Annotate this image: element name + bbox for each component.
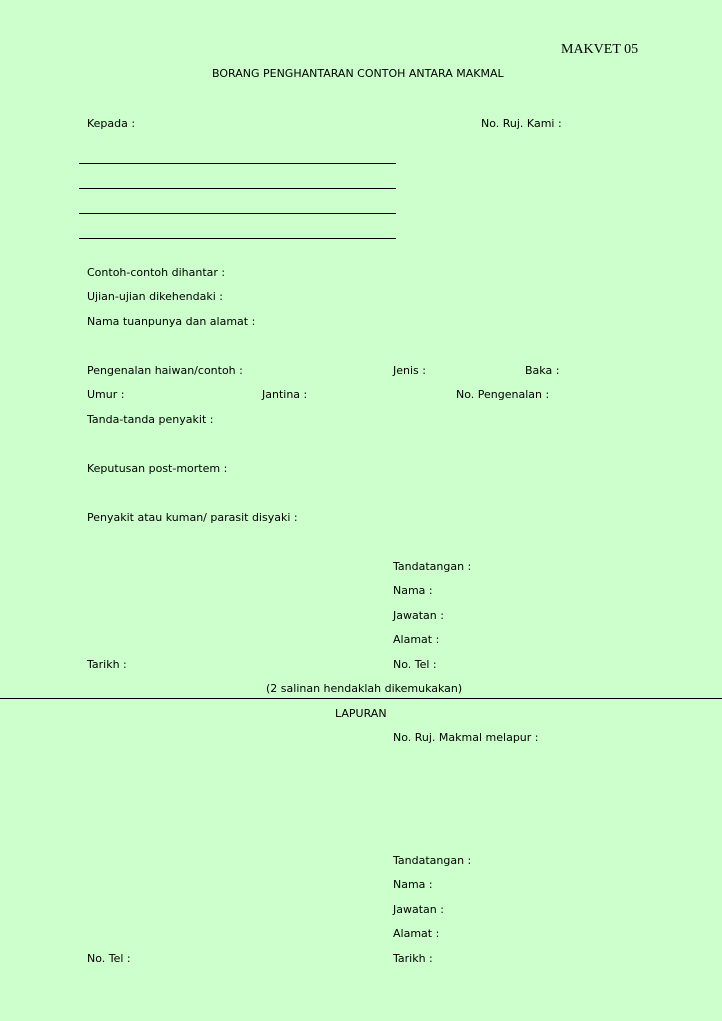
form-title: BORANG PENGHANTARAN CONTOH ANTARA MAKMAL <box>212 67 504 80</box>
suspected-label: Penyakit atau kuman/ parasit disyaki : <box>87 511 298 524</box>
form-code: MAKVET 05 <box>561 42 639 57</box>
tests-requested-label: Ujian-ujian dikehendaki : <box>87 290 223 303</box>
id-no-label: No. Pengenalan : <box>456 388 550 401</box>
report-address-label: Alamat : <box>393 927 440 940</box>
symptoms-label: Tanda-tanda penyakit : <box>87 413 214 426</box>
type-label: Jenis : <box>393 364 426 377</box>
postmortem-label: Keputusan post-mortem : <box>87 462 228 475</box>
samples-sent-label: Contoh-contoh dihantar : <box>87 266 226 279</box>
lab-ref-label: No. Ruj. Makmal melapur : <box>393 731 539 744</box>
address-line-1 <box>79 163 396 164</box>
position-label: Jawatan : <box>393 609 444 622</box>
section-divider <box>0 698 722 699</box>
animal-id-label: Pengenalan haiwan/contoh : <box>87 364 243 377</box>
address-line-4 <box>79 238 396 239</box>
our-ref-label: No. Ruj. Kami : <box>481 117 562 130</box>
signature-label: Tandatangan : <box>393 560 472 573</box>
owner-label: Nama tuanpunya dan alamat : <box>87 315 256 328</box>
report-name-label: Nama : <box>393 878 433 891</box>
report-position-label: Jawatan : <box>393 903 444 916</box>
address-label: Alamat : <box>393 633 440 646</box>
date-label: Tarikh : <box>87 658 127 671</box>
address-line-3 <box>79 213 396 214</box>
copies-note: (2 salinan hendaklah dikemukakan) <box>266 682 463 695</box>
report-title: LAPURAN <box>335 707 387 720</box>
tel-label: No. Tel : <box>393 658 437 671</box>
report-date-label: Tarikh : <box>393 952 433 965</box>
name-label: Nama : <box>393 584 433 597</box>
address-line-2 <box>79 188 396 189</box>
report-tel-label: No. Tel : <box>87 952 131 965</box>
breed-label: Baka : <box>525 364 560 377</box>
age-label: Umur : <box>87 388 125 401</box>
to-label: Kepada : <box>87 117 136 130</box>
report-signature-label: Tandatangan : <box>393 854 472 867</box>
sex-label: Jantina : <box>262 388 308 401</box>
